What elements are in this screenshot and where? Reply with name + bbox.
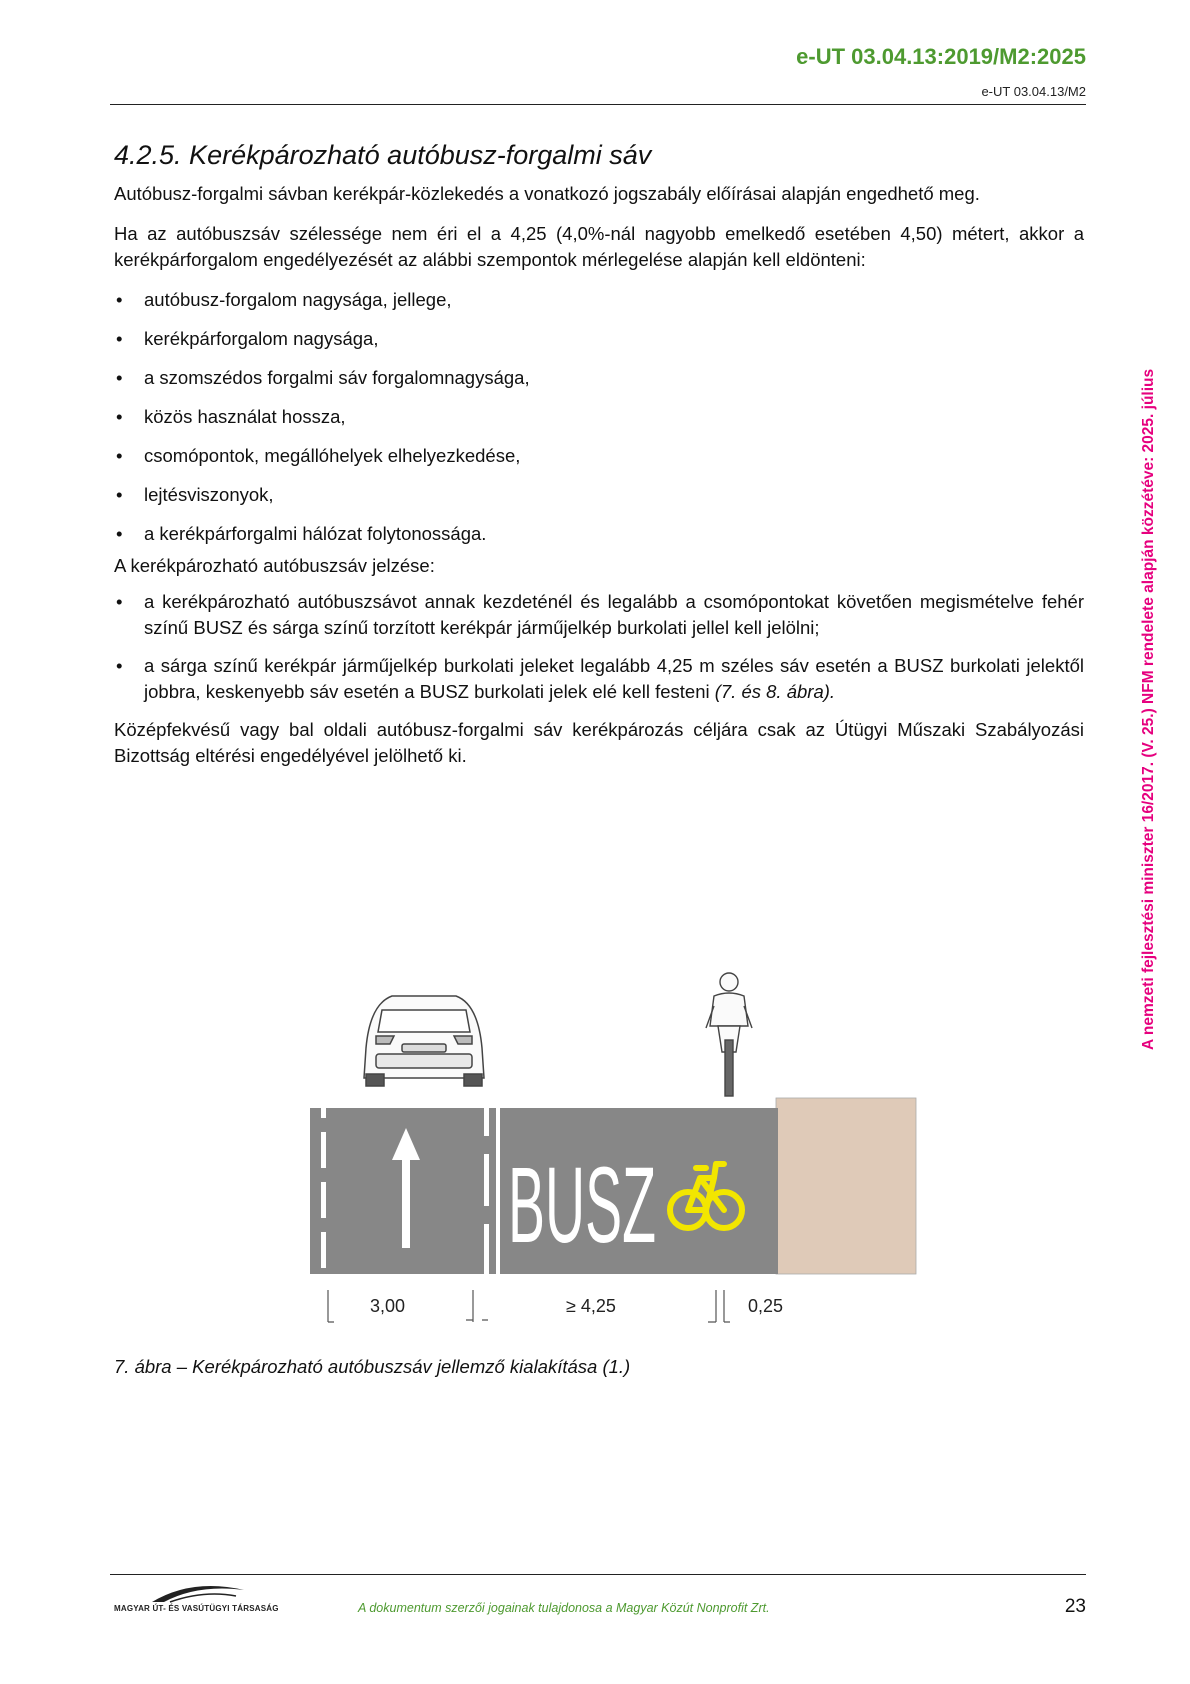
figure-caption: 7. ábra – Kerékpározható autóbuszsáv jellemző kialakítása (1.)	[114, 1356, 631, 1377]
page-number: 23	[1064, 1596, 1086, 1617]
footer-rule	[110, 1574, 1086, 1575]
dimension-bus-lane: ≥ 4,25	[566, 1296, 616, 1316]
list-item: • csomópontok, megállóhelyek elhelyezkedése,	[114, 443, 1084, 469]
cyclist-icon	[706, 973, 752, 1096]
society-name: MAGYAR ÚT- ÉS VASÚTÜGYI TÁRSASÁG	[114, 1604, 279, 1613]
lane-cross-section-figure	[310, 970, 940, 1330]
sidewalk	[776, 1098, 916, 1274]
list-item: • a szomszédos forgalmi sáv forgalomnagysága,	[114, 365, 1084, 391]
car-icon	[364, 996, 484, 1086]
document-subcode: e-UT 03.04.13/M2	[981, 84, 1086, 99]
paragraph-2: Ha az autóbuszsáv szélessége nem éri el a 4,25 (4,0%-nál nagyobb emelkedő esetében 4,50) métert, akkor a kerékpárforgalom engedélyezését az alábbi szempontok mérlegelése alapján kell eldönteni:	[114, 223, 1084, 270]
list-item: • kerékpárforgalom nagysága,	[114, 326, 1084, 352]
list-item: • a kerékpárforgalmi hálózat folytonossága.	[114, 521, 1084, 547]
criteria-list	[114, 287, 1084, 547]
dimension-kerb: 0,25	[748, 1296, 784, 1316]
paragraph-4: Középfekvésű vagy bal oldali autóbusz-forgalmi sáv kerékpározás céljára csak az Útügyi Műszaki Szabályozási Bizottság eltérési engedélyével jelölhető ki.	[114, 719, 1084, 766]
marking-list	[114, 589, 1084, 705]
figure-reference: (7. és 8. ábra).	[714, 681, 836, 702]
dimension-general-lane: 3,00	[370, 1296, 406, 1316]
list-item: • autóbusz-forgalom nagysága, jellege,	[114, 287, 1084, 313]
list-item-text: a sárga színű kerékpár járműjelkép burkolati jeleket legalább 4,25 m széles sáv esetén a BUSZ burkolati jelektől jobbra, keskenyebb sáv esetén a BUSZ burkolati jelek elé kell festeni	[144, 655, 1084, 702]
list-item: • közös használat hossza,	[114, 404, 1084, 430]
header-rule	[110, 104, 1086, 105]
paragraph-1: Autóbusz-forgalmi sávban kerékpár-közlekedés a vonatkozó jogszabály előírásai alapján engedhető meg.	[114, 183, 980, 204]
copyright-notice: A dokumentum szerzői jogainak tulajdonosa a Magyar Közút Nonprofit Zrt.	[358, 1601, 770, 1615]
busz-marking: BUSZ	[508, 1144, 656, 1265]
list-item	[114, 653, 1084, 705]
publication-side-note: A nemzeti fejlesztési miniszter 16/2017. (V. 25.) NFM rendelete alapján közzétéve: 2025. július	[1140, 368, 1157, 1050]
list-item: • a kerékpározható autóbuszsávot annak kezdeténél és legalább a csomópontokat követően megismételve fehér színű BUSZ és sárga színű torzított kerékpár járműjelkép burkolati jellel kell jelölni;	[114, 589, 1084, 641]
document-code: e-UT 03.04.13:2019/M2:2025	[796, 44, 1086, 69]
list-item: • lejtésviszonyok,	[114, 482, 1084, 508]
paragraph-3: A kerékpározható autóbuszsáv jelzése:	[114, 555, 435, 576]
main-content	[114, 140, 1084, 783]
section-title: 4.2.5. Kerékpározható autóbusz-forgalmi sáv	[114, 140, 652, 170]
